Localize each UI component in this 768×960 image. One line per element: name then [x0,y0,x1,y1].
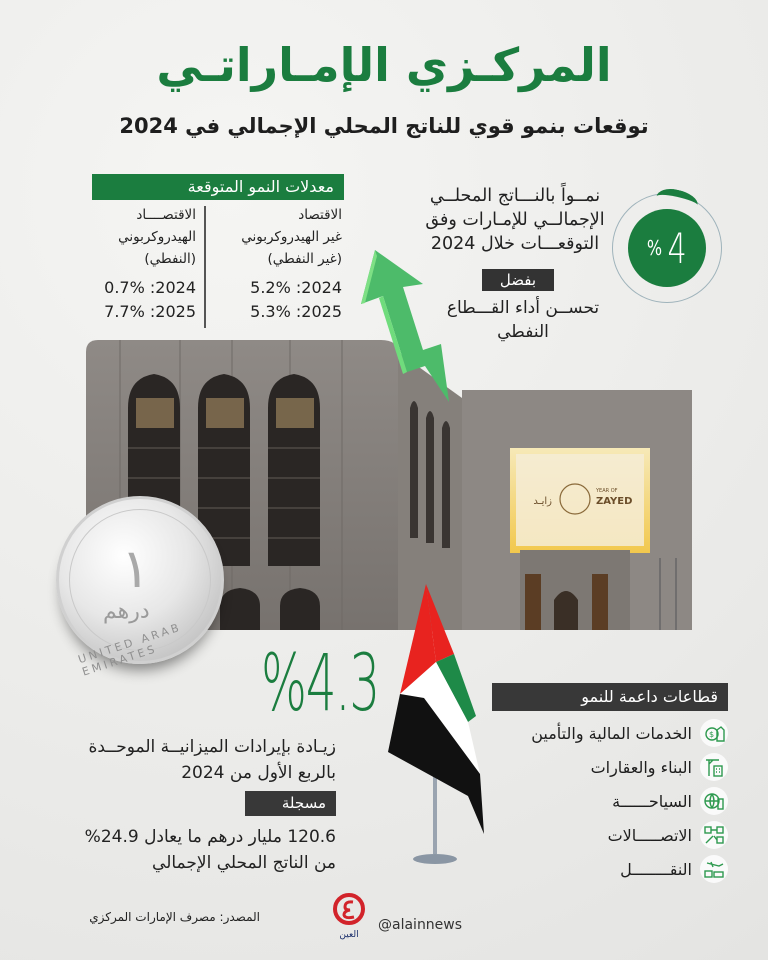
gdp-text-line-2: الإجمالــي للإمـارات وفق [425,210,605,230]
oil-label-3: (النفطي) [144,251,196,267]
non-oil-label-1: الاقتصاد [298,207,342,223]
telecom-icon [700,821,728,849]
oil-economy-column [80,204,196,324]
sector-label: الخدمات المالية والتأمين [531,723,692,743]
sign-ar: زايـد [533,496,552,507]
coin-english-ring: UNITED ARAB EMIRATES [76,620,184,679]
recorded-line-2: من الناتج المحلي الإجمالي [152,853,336,873]
non-oil-2024-rate: 2024: 5.2% [250,278,342,297]
sign-en: ZAYED [596,496,633,507]
thanks-line-2: النفطي [497,322,549,342]
tourism-icon [700,787,728,815]
growth-arrow-icon [345,232,465,402]
oil-2025-rate: 2025: 7.7% [104,302,196,321]
source-credit: المصدر: مصرف الإمارات المركزي [89,910,260,924]
oil-label-1: الاقتصــــاد [136,207,196,223]
gdp-growth-badge [628,209,706,287]
sector-item-transport [470,852,728,886]
non-oil-label-2: غير الهيدروكربوني [241,229,342,245]
dirham-coin-image [56,496,224,679]
svg-text:$: $ [709,730,715,739]
gdp-text-line-1: نمــواً بالنـــاتج المحلــي [429,186,601,206]
budget-text [54,734,336,786]
recorded-label: مسجلة [245,791,336,816]
non-oil-2025-rate: 2025: 5.3% [250,302,342,321]
non-oil-economy-column [226,204,342,324]
construction-realestate-icon [700,753,728,781]
gdp-text-line-3: التوقعـــات خلال 2024 [430,234,600,254]
sector-label: السياحــــــة [612,791,692,811]
sign-en-small: YEAR OF [596,488,618,494]
non-oil-label-3: (غير النفطي) [267,251,342,267]
budget-percent-sign: % [261,639,306,729]
growth-rates-header: معدلات النمو المتوقعة [92,174,344,200]
transport-icon [700,855,728,883]
thanks-label: بفضل [482,269,554,291]
gdp-growth-value: 4 [667,223,686,273]
page-title: المركـزي الإمـاراتـي [156,38,612,92]
page-subtitle: توقعات بنمو قوي للناتج المحلي الإجمالي في 2024 [119,114,649,138]
coin-dirham: درهم [103,599,150,624]
coin-numeral: ١ [121,537,151,600]
finance-insurance-icon [700,719,728,747]
thanks-line-1: تحســن أداء القـــطاع [446,298,600,318]
sector-label: البناء والعقارات [590,757,692,777]
budget-text-line-1: زيـادة بإيرادات الميزانيــة الموحــدة [88,737,336,757]
sectors-header: قطاعات داعمة للنمو [492,683,728,711]
sector-item-finance [470,716,728,750]
sector-label: الاتصـــــالات [607,825,692,845]
sector-item-telecom [470,818,728,852]
recorded-text [54,824,336,876]
logo-text: العين [339,930,359,940]
recorded-line-1: 120.6 مليار درهم ما يعادل 24.9% [84,827,336,847]
sector-item-construction [470,750,728,784]
budget-increase-value [261,639,379,729]
rates-divider [204,206,206,328]
social-handle[interactable]: @alainnews [378,917,463,933]
alain-logo-icon [333,893,365,943]
oil-2024-rate: 2024: 0.7% [104,278,196,297]
gdp-percent-sign: % [647,236,663,260]
sector-item-tourism [470,784,728,818]
budget-text-line-2: بالربع الأول من 2024 [181,763,336,783]
sector-label: النقــــــــل [620,859,692,879]
budget-value: 4.3 [305,639,379,729]
sectors-list [470,716,728,886]
oil-label-2: الهيدروكربوني [118,229,196,245]
